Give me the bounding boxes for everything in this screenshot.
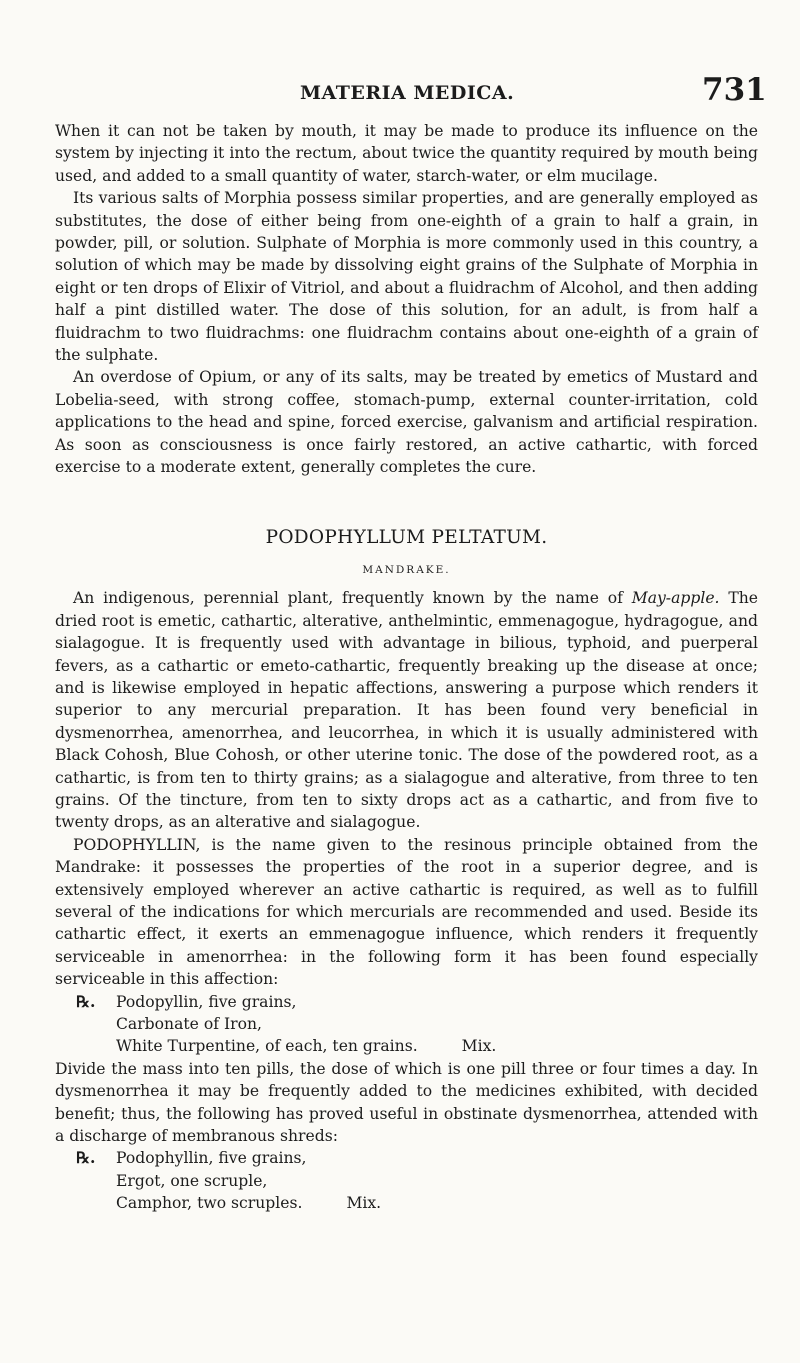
paragraph-opium-overdose: An overdose of Opium, or any of its salts, may be treated by emetics of Mustard and Lobelia-seed, with strong coffee, stomach-pump, external counter-irritation, cold applications to the head and spine, forced exercise, galvanism and artificial respiration. As soon as consciousness is once fairly restored, an active cathartic, with forced exercise to a moderate extent, generally completes the cure. <box>55 368 758 477</box>
ingredient: Carbonate of Iron, <box>116 1015 262 1034</box>
italic-term: May-apple. <box>631 589 720 608</box>
recipe-symbol: ℞. <box>76 991 96 1011</box>
prescription-line <box>76 1192 758 1214</box>
paragraph-rectal-administration: When it can not be taken by mouth, it may be made to produce its influence on the system by injecting it into the rectum, about twice the quantity required by mouth being used, and added to a small quantity of water, starch-water, or elm mucilage. <box>55 122 758 185</box>
prescription-line <box>76 991 758 1013</box>
ingredient: Ergot, one scruple, <box>116 1171 268 1190</box>
ingredient: Podopyllin, five grains, <box>116 992 297 1011</box>
prescription-line <box>76 1147 758 1169</box>
page-header <box>0 72 800 112</box>
prescription-1 <box>76 991 758 1058</box>
paragraph-podophyllin: PODOPHYLLIN, is the name given to the resinous principle obtained from the Mandrake: it possesses the properties of the root in a superior degree, and is extensively employed wherever an active cathartic is required, as well as to fulfill several of the indications for which mercurials are recommended and used. Beside its cathartic effect, it exerts an emmenagogue influence, which renders it frequently serviceable in amenorrhea: in the following form it has been found especially serviceable in this affection: <box>55 835 758 989</box>
paragraph-mandrake-description <box>55 587 758 833</box>
mix-instruction: Mix. <box>461 1037 497 1056</box>
ingredient: Podophyllin, five grains, <box>116 1149 307 1168</box>
prescription-2 <box>76 1147 758 1214</box>
paragraph-morphia-salts: Its various salts of Morphia possess similar properties, and are generally employed as substitutes, the dose of either being from one-eighth of a grain to half a grain, in powder, pill, or solution. Sulphate of Morphia is more commonly used in this country, a solution of which may be made by dissolving eight grains of the Sulphate of Morphia in eight or ten drops of Elixir of Vitriol, and about a fluidrachm of Alcohol, and then adding half a pint distilled water. The dose of this solution, for an adult, is from half a fluidrachm to two fluidrachms: one fluidrachm contains about one-eighth of a grain of the sulphate. <box>55 189 758 365</box>
ingredient: White Turpentine, of each, ten grains. <box>116 1037 418 1056</box>
text-run: An indigenous, perennial plant, frequently known by the name of <box>73 589 632 608</box>
text-run: The dried root is emetic, cathartic, alterative, anthelmintic, emmenagogue, hydragogue, and sialagogue. It is frequently used with advantage in bilious, typhoid, and puerperal fevers, as a cathartic or emeto-cathartic, frequently breaking up the disease at once; and is likewise employed in hepatic affections, answering a purpose which renders it superior to any mercurial preparation. It has been found very beneficial in dysmenorrhea, amenorrhea, and leucorrhea, in which it is usually administered with Black Cohosh, Blue Cohosh, or other uterine tonic. The dose of the powdered root, as a cathartic, is from ten to thirty grains; as a sialagogue and alterative, from three to ten grains. Of the tincture, from ten to sixty drops act as a cathartic, and from five to twenty drops, as an alterative and sialagogue. <box>55 589 758 832</box>
prescription-line <box>76 1035 758 1057</box>
recipe-symbol: ℞. <box>76 1148 96 1168</box>
ingredient: Camphor, two scruples. <box>116 1194 303 1213</box>
page-number: 731 <box>702 72 767 108</box>
page-body <box>55 120 758 1215</box>
running-title: MATERIA MEDICA. <box>300 82 515 104</box>
paragraph-dosage-instructions: Divide the mass into ten pills, the dose of which is one pill three or four times a day. In dysmenorrhea it may be frequently added to the medicines exhibited, with decided benefit; thus, the following has proved useful in obstinate dysmenorrhea, attended with a discharge of membranous shreds: <box>55 1059 758 1146</box>
section-subtitle: MANDRAKE. <box>362 563 451 576</box>
section-title: PODOPHYLLUM PELTATUM. <box>265 526 548 548</box>
mix-instruction: Mix. <box>346 1194 382 1213</box>
